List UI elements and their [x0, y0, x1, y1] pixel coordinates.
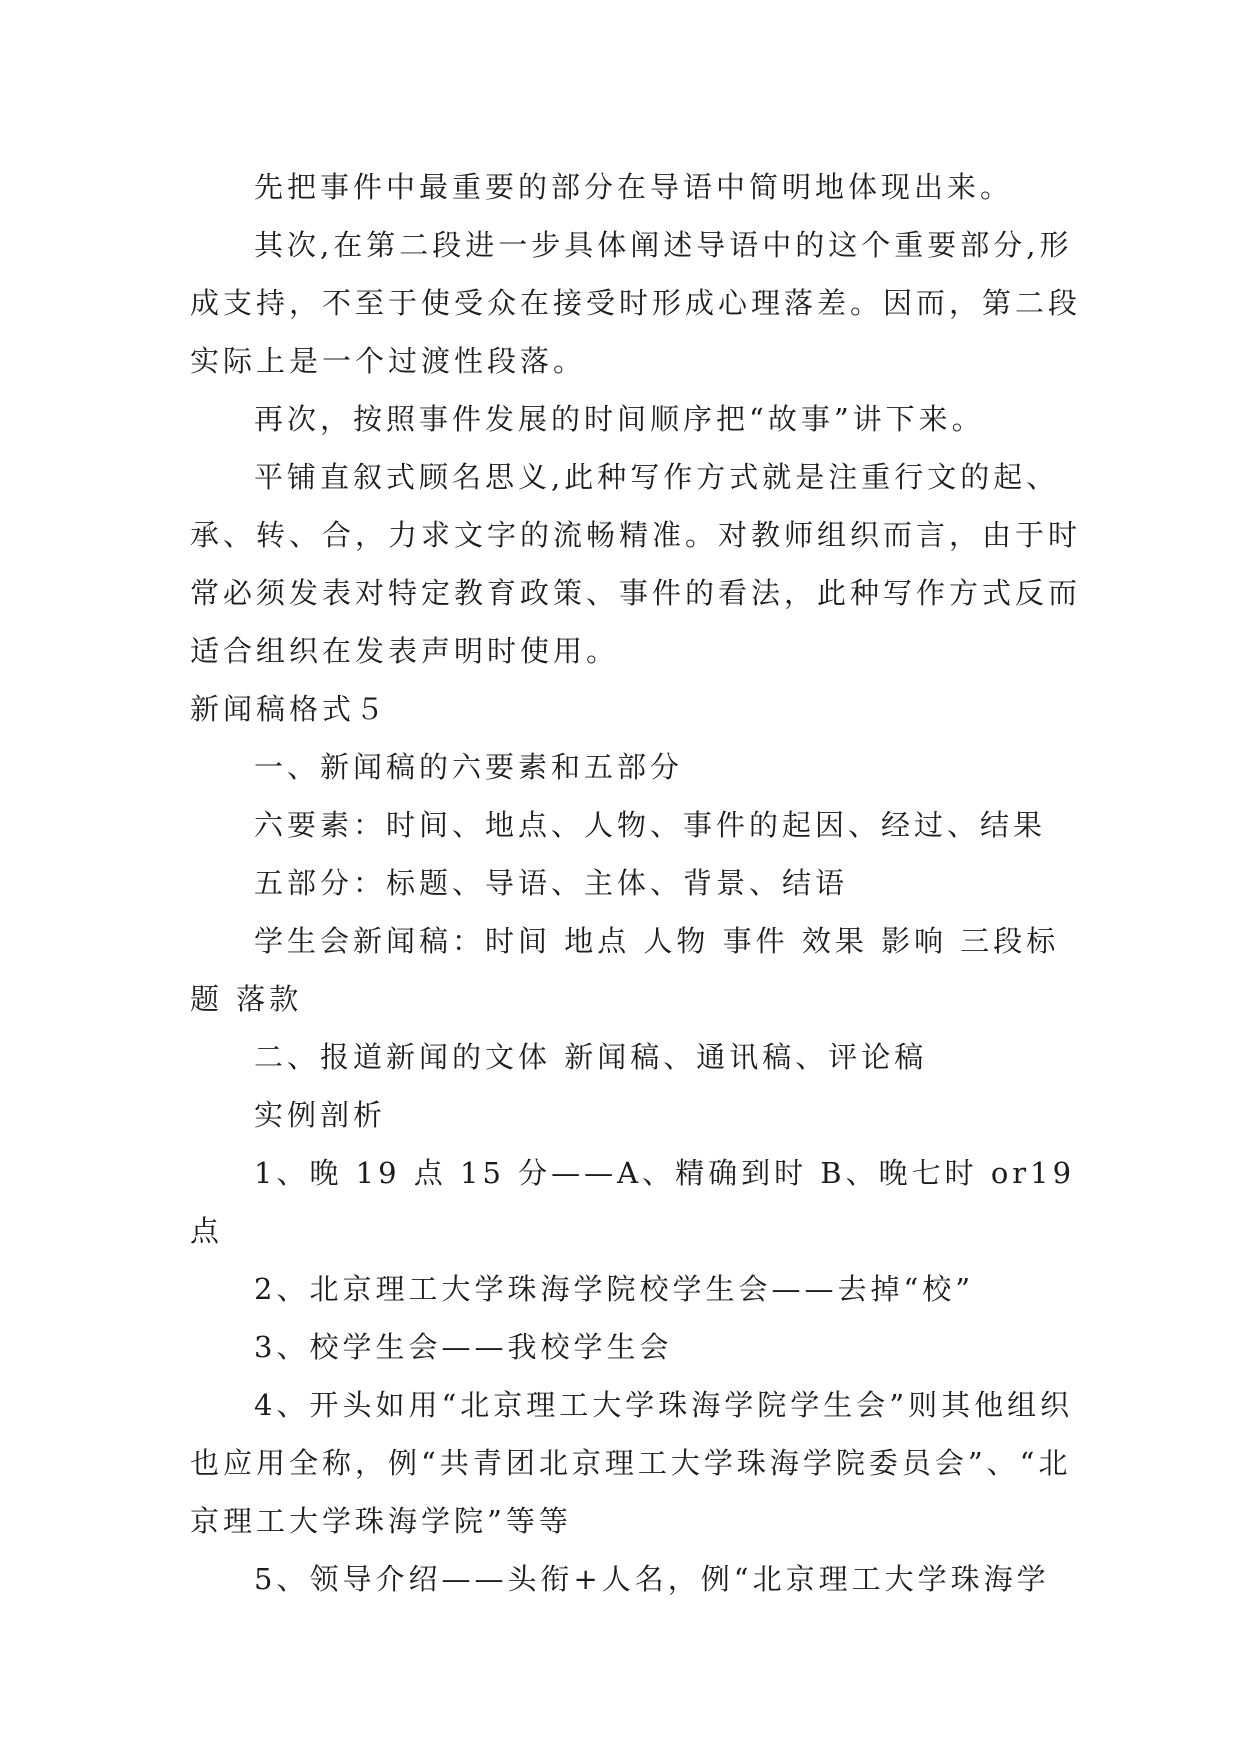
list-item: 2、北京理工大学珠海学院校学生会——去掉“校” — [254, 1272, 975, 1306]
list-item: 3、校学生会——我校学生会 — [254, 1330, 673, 1364]
paragraph: 六要素：时间、地点、人物、事件的起因、经过、结果 — [254, 808, 1047, 842]
paragraph: 实例剖析 — [254, 1098, 387, 1132]
paragraph: 平铺直叙式顾名思义,此种写作方式就是注重行文的起、承、转、合，力求文字的流畅精准。对教师组织而言，由于时常必须发表对特定教育政策、事件的看法，此种写作方式反而适合组织在发表声明时使用。 — [190, 460, 1082, 668]
paragraph: 五部分：标题、导语、主体、背景、结语 — [254, 866, 849, 900]
paragraph: 学生会新闻稿：时间 地点 人物 事件 效果 影响 三段标题 落款 — [190, 924, 1060, 1016]
list-item: 5、领导介绍——头衔+人名，例“北京理工大学珠海学 — [254, 1562, 1050, 1596]
paragraph: 先把事件中最重要的部分在导语中简明地体现出来。 — [254, 170, 1014, 204]
paragraph: 其次,在第二段进一步具体阐述导语中的这个重要部分,形成支持，不至于使受众在接受时形成心理落差。因而，第二段实际上是一个过渡性段落。 — [190, 228, 1082, 378]
paragraph: 再次，按照事件发展的时间顺序把“故事”讲下来。 — [254, 402, 985, 436]
paragraph: 一、新闻稿的六要素和五部分 — [254, 750, 684, 784]
section-heading: 新闻稿格式５ — [190, 692, 389, 726]
document-body — [190, 158, 1090, 1608]
list-item: 4、开头如用“北京理工大学珠海学院学生会”则其他组织也应用全称，例“共青团北京理工大学珠海学院委员会”、“北京理工大学珠海学院”等等 — [190, 1388, 1074, 1538]
list-item: 1、晚 19 点 15 分——A、精确到时 B、晚七时 or19 点 — [190, 1156, 1076, 1248]
paragraph: 二、报道新闻的文体 新闻稿、通讯稿、评论稿 — [254, 1040, 928, 1074]
